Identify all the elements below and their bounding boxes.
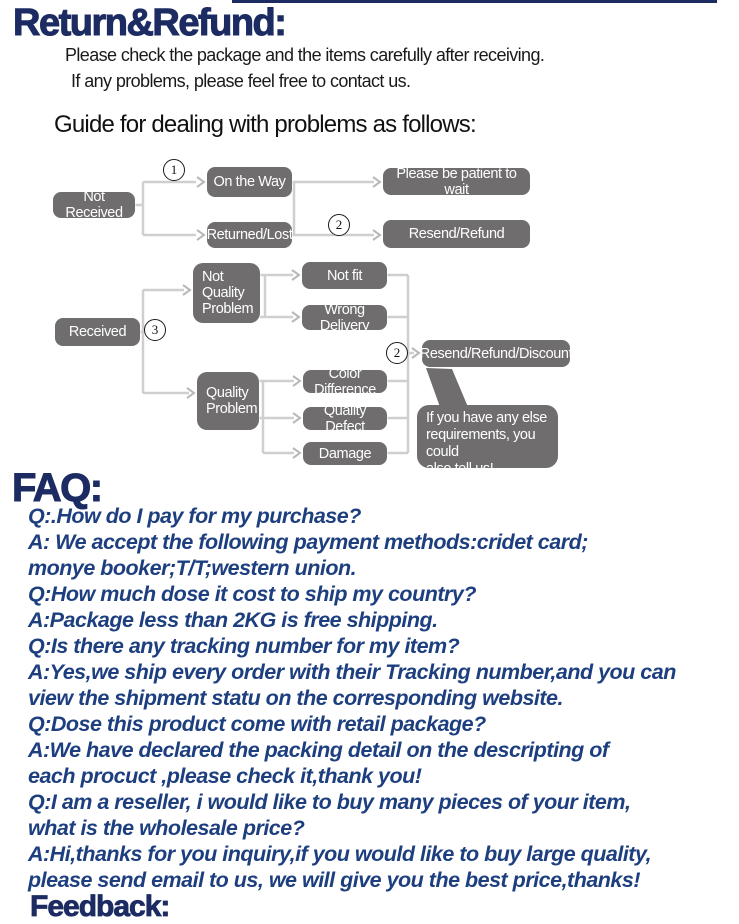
- faq-line: A:We have declared the packing detail on the descripting of: [28, 738, 609, 762]
- speech-bubble-tail: [426, 368, 468, 407]
- faq-line: view the shipment statu on the corresponding website.: [28, 686, 563, 710]
- faq-line: please send email to us, we will give you the best price,thanks!: [28, 868, 641, 892]
- speech-bubble-line-1: If you have any else: [426, 410, 547, 426]
- speech-bubble-line-2: requirements, you could: [426, 427, 536, 460]
- flow-box-color-difference: Color Difference: [303, 370, 387, 393]
- flow-box-on-the-way: On the Way: [207, 167, 292, 197]
- faq-line: each procuct ,please check it,thank you!: [28, 764, 422, 788]
- faq-line: Q:Dose this product come with retail package?: [28, 712, 486, 736]
- flow-box-not-received: Not Received: [53, 192, 135, 218]
- faq-heading: FAQ:: [12, 466, 102, 510]
- flow-box-not-quality-problem: Not Quality Problem: [193, 263, 260, 323]
- faq-line: A:Yes,we ship every order with their Tracking number,and you can: [28, 660, 676, 684]
- flow-box-please-wait: Please be patient to wait: [383, 168, 530, 195]
- flow-box-not-fit: Not fit: [302, 262, 387, 289]
- faq-line: A:Package less than 2KG is free shipping.: [28, 608, 438, 632]
- faq-line: Q:.How do I pay for my purchase?: [28, 504, 361, 528]
- flow-box-wrong-delivery: Wrong Delivery: [302, 305, 387, 330]
- flow-box-resend-refund: Resend/Refund: [383, 220, 530, 248]
- flow-box-returned-lost: Returned/Lost: [207, 222, 292, 248]
- footer-partial-heading: Feedback:: [30, 890, 170, 923]
- step-badge-2-top: 2: [328, 214, 350, 236]
- faq-text-block: [28, 503, 728, 893]
- speech-bubble: [417, 405, 558, 477]
- flow-box-quality-problem: Quality Problem: [197, 372, 259, 430]
- speech-bubble-line-3: also tell us!: [426, 461, 494, 477]
- guide-heading: Guide for dealing with problems as follows:: [54, 111, 476, 138]
- flow-box-quality-defect: Quality Defect: [303, 407, 387, 430]
- flow-box-received: Received: [55, 318, 140, 346]
- page-title: Return&Refund:: [13, 2, 286, 44]
- faq-line: Q:Is there any tracking number for my item?: [28, 634, 460, 658]
- step-badge-2-bottom: 2: [386, 342, 408, 364]
- faq-line: Q:I am a reseller, i would like to buy many pieces of your item,: [28, 790, 631, 814]
- intro-line-1: Please check the package and the items carefully after receiving.: [65, 45, 545, 65]
- faq-line: monye booker;T/T;western union.: [28, 556, 357, 580]
- step-badge-1: 1: [163, 159, 185, 181]
- flow-box-resend-refund-discount: Resend/Refund/Discount: [422, 340, 570, 367]
- faq-line: Q:How much dose it cost to ship my country?: [28, 582, 476, 606]
- step-badge-3: 3: [144, 319, 166, 341]
- faq-line: what is the wholesale price?: [28, 816, 305, 840]
- faq-line: A:Hi,thanks for you inquiry,if you would like to buy large quality,: [28, 842, 652, 866]
- flow-box-damage: Damage: [303, 442, 387, 465]
- faq-line: A: We accept the following payment methods:cridet card;: [28, 530, 588, 554]
- intro-line-2: If any problems, please feel free to contact us.: [71, 71, 411, 91]
